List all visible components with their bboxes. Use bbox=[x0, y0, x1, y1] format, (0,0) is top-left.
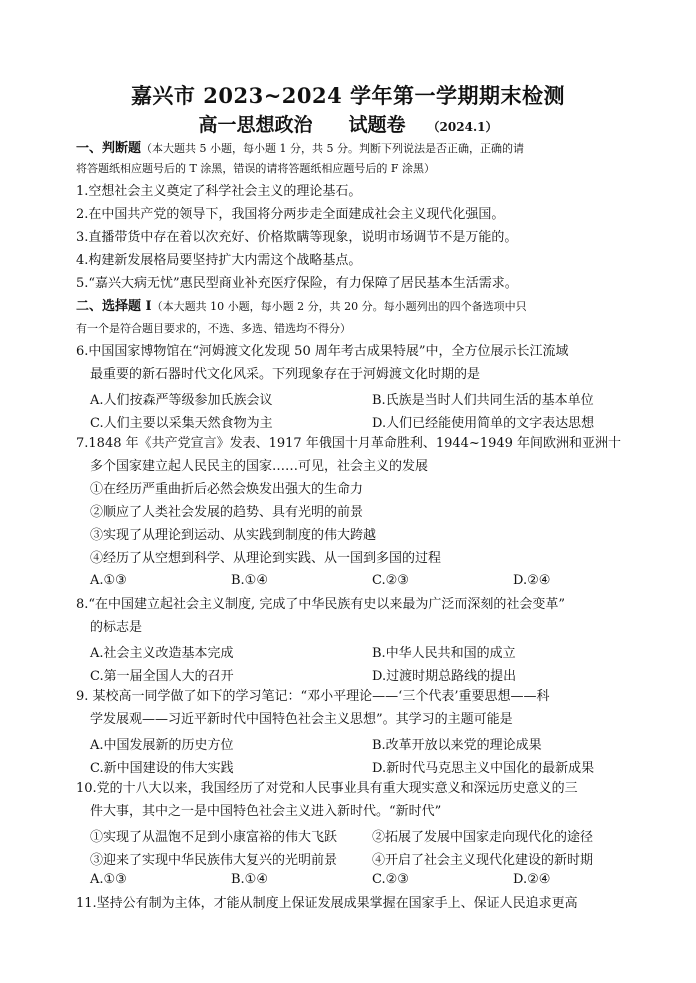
q10-stem-line1: 10.党的十八大以来，我国经历了对党和人民事业具有重大现实意义和深远历史意义的三 bbox=[76, 781, 578, 796]
section2-header bbox=[76, 298, 632, 316]
paper-type: 试题卷 bbox=[348, 114, 406, 136]
section1-header bbox=[76, 140, 632, 158]
exam-date: （2024.1） bbox=[427, 120, 498, 134]
q11-stem-line1: 11.坚持公有制为主体，才能从制度上保证发展成果掌握在国家手上、保证人民追求更高 bbox=[76, 896, 578, 911]
q10-option-a: A.①③ bbox=[90, 872, 127, 887]
q7-option-d: D.②④ bbox=[513, 573, 551, 588]
section2-heading: 二、选择题 I bbox=[76, 299, 152, 314]
judge-item-4: 4.构建新发展格局要坚持扩大内需这个战略基点。 bbox=[76, 253, 362, 268]
q7-stem-line2: 多个国家建立起人民民主的国家……可见，社会主义的发展 bbox=[90, 459, 429, 474]
section1-heading: 一、判断题 bbox=[76, 141, 142, 156]
q6-stem-line1: 6.中国国家博物馆在“河姆渡文化发现 50 周年考古成果特展”中，全方位展示长江流域 bbox=[76, 344, 569, 359]
q9-option-c: C.新中国建设的伟大实践 bbox=[90, 761, 234, 776]
section1-note: （本大题共 5 小题，每小题 1 分，共 5 分。判断下列说法是否正确，正确的请 bbox=[141, 142, 524, 155]
q6-stem-line2: 最重要的新石器时代文化风采。下列现象存在于河姆渡文化时期的是 bbox=[90, 367, 481, 382]
subject-name: 高一思想政治 bbox=[198, 114, 313, 136]
q7-stem-line1: 7.1848 年《共产党宣言》发表、1917 年俄国十月革命胜利、1944~1949 年间欧洲和亚洲十 bbox=[76, 436, 622, 451]
q8-option-b: B.中华人民共和国的成立 bbox=[372, 646, 516, 661]
q6-option-c: C.人们主要以采集天然食物为主 bbox=[90, 416, 273, 431]
q7-statement-4: ④经历了从空想到科学、从理论到实践、从一国到多国的过程 bbox=[90, 551, 442, 566]
section2-note: （本大题共 10 小题，每小题 2 分，共 20 分。每小题列出的四个备选项中只 bbox=[151, 300, 527, 313]
judge-item-2: 2.在中国共产党的领导下，我国将分两步走全面建成社会主义现代化强国。 bbox=[76, 207, 505, 222]
q7-statement-2: ②顺应了人类社会发展的趋势、具有光明的前景 bbox=[90, 505, 364, 520]
q10-statement-4: ④开启了社会主义现代化建设的新时期 bbox=[372, 853, 594, 868]
q9-stem-line1: 9. 某校高一同学做了如下的学习笔记：“邓小平理论——‘三个代表’重要思想——科 bbox=[76, 689, 550, 704]
exam-title: 嘉兴市 2023~2024 学年第一学期期末检测 bbox=[130, 83, 566, 108]
q9-option-d: D.新时代马克思主义中国化的最新成果 bbox=[372, 761, 595, 776]
q10-option-d: D.②④ bbox=[513, 872, 551, 887]
q6-option-d: D.人们已经能使用简单的文字表达思想 bbox=[372, 416, 595, 431]
q7-option-a: A.①③ bbox=[90, 573, 127, 588]
q7-statement-3: ③实现了从理论到运动、从实践到制度的伟大跨越 bbox=[90, 528, 377, 543]
judge-item-5: 5.“嘉兴大病无忧”惠民型商业补充医疗保险，有力保障了居民基本生活需求。 bbox=[76, 276, 518, 291]
q8-stem-line1: 8.“在中国建立起社会主义制度, 完成了中华民族有史以来最为广泛而深刻的社会变革” bbox=[76, 597, 565, 612]
q9-stem-line2: 学发展观——习近平新时代中国特色社会主义思想”。其学习的主题可能是 bbox=[90, 712, 513, 727]
q9-option-a: A.中国发展新的历史方位 bbox=[90, 738, 234, 753]
q10-statement-3: ③迎来了实现中华民族伟大复兴的光明前景 bbox=[90, 853, 338, 868]
q8-stem-line2: 的标志是 bbox=[90, 620, 143, 635]
q10-statement-1: ①实现了从温饱不足到小康富裕的伟大飞跃 bbox=[90, 830, 338, 845]
q7-option-b: B.①④ bbox=[231, 573, 268, 588]
q7-option-c: C.②③ bbox=[372, 573, 409, 588]
q6-option-a: A.人们按森严等级参加氏族会议 bbox=[90, 393, 273, 408]
q10-statement-2: ②拓展了发展中国家走向现代化的途径 bbox=[372, 830, 594, 845]
q6-option-b: B.氏族是当时人们共同生活的基本单位 bbox=[372, 393, 594, 408]
q8-option-a: A.社会主义改造基本完成 bbox=[90, 646, 234, 661]
judge-item-1: 1.空想社会主义奠定了科学社会主义的理论基石。 bbox=[76, 184, 362, 199]
q8-option-d: D.过渡时期总路线的提出 bbox=[372, 669, 517, 684]
judge-item-3: 3.直播带货中存在着以次充好、价格欺瞒等现象，说明市场调节不是万能的。 bbox=[76, 230, 518, 245]
q9-option-b: B.改革开放以来党的理论成果 bbox=[372, 738, 542, 753]
q7-statement-1: ①在经历严重曲折后必然会焕发出强大的生命力 bbox=[90, 482, 364, 497]
q10-option-b: B.①④ bbox=[231, 872, 268, 887]
exam-subtitle bbox=[0, 110, 696, 137]
q10-stem-line2: 件大事，其中之一是中国特色社会主义进入新时代。“新时代” bbox=[90, 804, 442, 819]
section1-note-line2: 将答题纸相应题号后的 T 涂黑，错误的请将答题纸相应题号后的 F 涂黑） bbox=[76, 162, 435, 175]
section2-note-line2: 有一个是符合题目要求的，不选、多选、错选均不得分） bbox=[76, 322, 351, 335]
q8-option-c: C.第一届全国人大的召开 bbox=[90, 669, 234, 684]
q10-option-c: C.②③ bbox=[372, 872, 409, 887]
